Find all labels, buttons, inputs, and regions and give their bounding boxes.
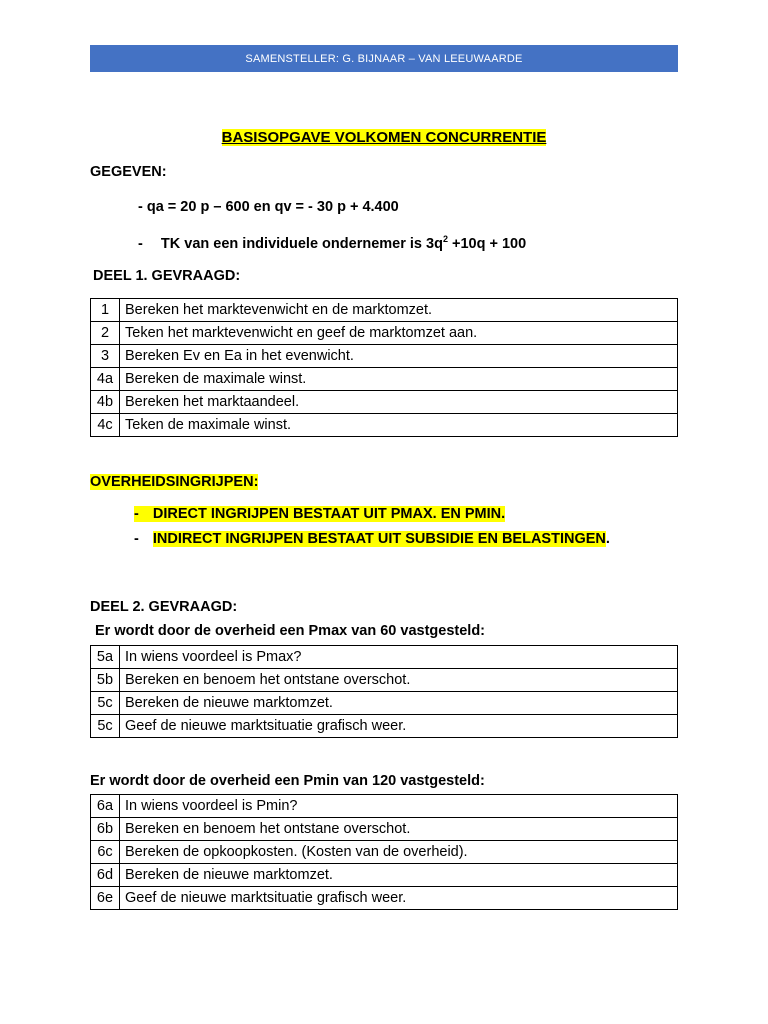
- task-number: 1: [91, 299, 120, 322]
- task-number: 2: [91, 322, 120, 345]
- gov-item2-dash: -: [134, 531, 139, 547]
- task-number: 5c: [91, 715, 120, 738]
- task-number: 3: [91, 345, 120, 368]
- task-text: Bereken en benoem het ontstane overschot.: [120, 818, 678, 841]
- task-text: Bereken het marktevenwicht en de marktomzet.: [120, 299, 678, 322]
- task-text: Teken de maximale winst.: [120, 414, 678, 437]
- table-row: [91, 299, 678, 322]
- task-text: Bereken de nieuwe marktomzet.: [120, 864, 678, 887]
- title-text: BASISOPGAVE VOLKOMEN CONCURRENTIE: [221, 129, 547, 146]
- task-number: 4c: [91, 414, 120, 437]
- task-text: Bereken en benoem het ontstane overschot.: [120, 669, 678, 692]
- table-row: [91, 864, 678, 887]
- pmin-heading: Er wordt door de overheid een Pmin van 120 vastgesteld:: [90, 773, 485, 789]
- task-text: Geef de nieuwe marktsituatie grafisch weer.: [120, 715, 678, 738]
- given-item2-sup: 2: [442, 234, 448, 244]
- task-number: 6d: [91, 864, 120, 887]
- task-text: Bereken de opkoopkosten. (Kosten van de overheid).: [120, 841, 678, 864]
- pmax-table: [90, 645, 678, 738]
- task-text: In wiens voordeel is Pmax?: [120, 646, 678, 669]
- task-number: 6c: [91, 841, 120, 864]
- given-item-demand-supply: - qa = 20 p – 600 en qv = - 30 p + 4.400: [138, 199, 399, 215]
- government-item-direct: [134, 506, 505, 522]
- table-row: [91, 818, 678, 841]
- gov-item1-dash: -: [134, 506, 153, 522]
- task-text: In wiens voordeel is Pmin?: [120, 795, 678, 818]
- task-number: 4a: [91, 368, 120, 391]
- gov-item1-text: DIRECT INGRIJPEN BESTAAT UIT PMAX. EN PMIN.: [152, 506, 506, 522]
- task-number: 5b: [91, 669, 120, 692]
- table-row: [91, 391, 678, 414]
- given-item2-tail: +10q + 100: [447, 235, 527, 252]
- task-text: Bereken de maximale winst.: [120, 368, 678, 391]
- document-title: [0, 129, 768, 146]
- table-row: [91, 692, 678, 715]
- table-row: [91, 715, 678, 738]
- gov-item2-text: INDIRECT INGRIJPEN BESTAAT UIT SUBSIDIE EN BELASTINGEN: [152, 531, 606, 547]
- task-text: Bereken Ev en Ea in het evenwicht.: [120, 345, 678, 368]
- task-number: 6a: [91, 795, 120, 818]
- header-bar: [90, 45, 678, 72]
- task-number: 5a: [91, 646, 120, 669]
- table-row: [91, 841, 678, 864]
- pmax-heading: Er wordt door de overheid een Pmax van 60 vastgesteld:: [95, 623, 486, 639]
- table-row: [91, 646, 678, 669]
- task-text: Geef de nieuwe marktsituatie grafisch weer.: [120, 887, 678, 910]
- task-number: 5c: [91, 692, 120, 715]
- given-item2-dash: -: [138, 235, 143, 252]
- part1-table: [90, 298, 678, 437]
- table-row: [91, 322, 678, 345]
- task-text: Bereken de nieuwe marktomzet.: [120, 692, 678, 715]
- given-item2-text: TK van een individuele ondernemer is 3q: [160, 235, 443, 252]
- task-text: Bereken het marktaandeel.: [120, 391, 678, 414]
- table-row: [91, 414, 678, 437]
- task-number: 6b: [91, 818, 120, 841]
- government-item-indirect: [134, 531, 610, 547]
- table-row: [91, 368, 678, 391]
- gov-item2-tail: .: [605, 531, 610, 547]
- given-heading: GEGEVEN:: [90, 164, 167, 180]
- government-heading: [90, 474, 258, 490]
- table-row: [91, 345, 678, 368]
- task-number: 6e: [91, 887, 120, 910]
- government-heading-text: OVERHEIDSINGRIJPEN:: [90, 474, 259, 490]
- task-number: 4b: [91, 391, 120, 414]
- given-item-total-cost: [138, 234, 526, 252]
- part1-heading: DEEL 1. GEVRAAGD:: [93, 268, 241, 284]
- table-row: [91, 887, 678, 910]
- table-row: [91, 795, 678, 818]
- part2-heading: DEEL 2. GEVRAAGD:: [90, 599, 238, 615]
- table-row: [91, 669, 678, 692]
- author-text: SAMENSTELLER: G. BIJNAAR – VAN LEEUWAARDE: [245, 52, 523, 65]
- pmin-table: [90, 794, 678, 910]
- task-text: Teken het marktevenwicht en geef de marktomzet aan.: [120, 322, 678, 345]
